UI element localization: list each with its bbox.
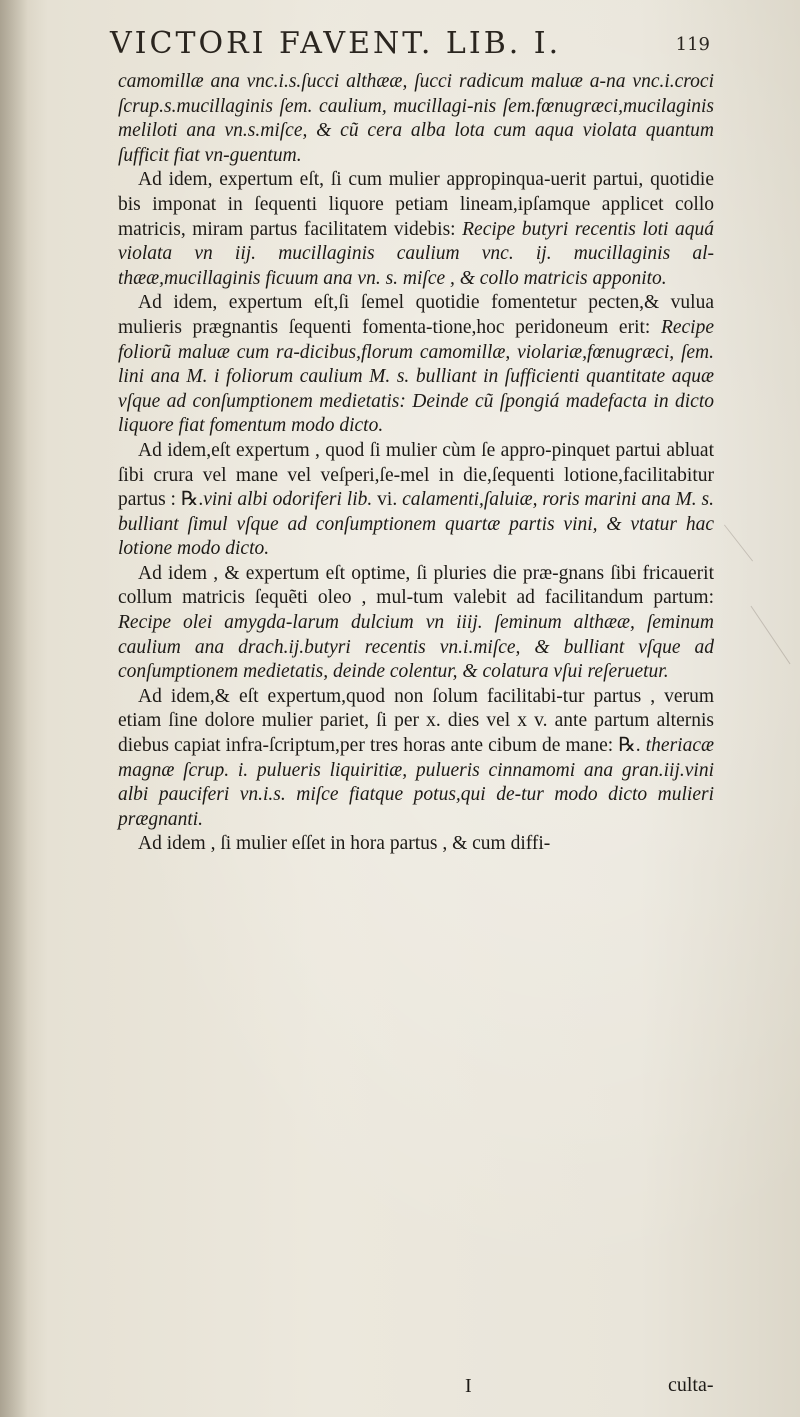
page-number: 119 xyxy=(675,34,710,55)
paragraph xyxy=(118,70,714,168)
signature-mark: I xyxy=(465,1375,472,1397)
paragraph xyxy=(118,168,714,291)
catchword: culta- xyxy=(668,1374,714,1396)
roman-run: Ad idem,& eſt expertum,quod non ſolum facilitabi-tur partus , verum etiam ſine dolore mulier pariet, ſi per x. dies vel x v. ante partum alternis diebus capiat infra-ſcriptum,per tres horas ante cibum de mane: ℞. xyxy=(118,685,714,757)
paragraph xyxy=(118,291,714,439)
roman-run: vi. xyxy=(377,489,403,511)
italic-run: theriacæ magnæ ſcrup. i. pulueris liquiritiæ, pulueris cinnamomi ana gran.iij.vini albi pauciferi vn.i.s. miſce fiatque potus,qui de-tur modo dicto mulieri prægnanti. xyxy=(118,735,714,830)
margin-pen-stroke xyxy=(724,525,753,562)
roman-run: Ad idem , ſi mulier eſſet in hora partus , & cum diffi- xyxy=(138,833,551,855)
italic-run: Recipe olei amygda-larum dulcium vn iiij. ſeminum althææ, ſeminum caulium ana drach.ij.butyri recentis vn.i.miſce, & bulliant vſque ad conſumptionem medietatis, deinde colentur, & colatura vſui reſeruetur. xyxy=(118,612,714,683)
page-header xyxy=(110,26,710,66)
roman-run: Ad idem, expertum eſt, ſi cum mulier appropinqua-uerit partui, quotidie bis imponat in ſequenti liquore petiam lineam,ipſamque applicet collo matricis, miram partus facilitatem videbis: xyxy=(118,169,714,240)
paragraph xyxy=(118,685,714,833)
paragraph xyxy=(118,439,714,562)
italic-run: calamenti,ſaluiæ, roris marini ana M. s. bulliant ſimul vſque ad conſumptionem quartæ partis vini, & vtatur hac lotione modo dicto. xyxy=(118,489,714,560)
italic-run: vini albi odoriferi lib. xyxy=(203,489,378,511)
paragraph xyxy=(118,832,714,857)
body-text xyxy=(118,70,714,857)
running-title: VICTORI FAVENT. LIB. I. xyxy=(110,26,562,61)
roman-run: Ad idem,eſt expertum , quod ſi mulier cùm ſe appro-pinquet partui abluat ſibi crura vel mane vel veſperi,ſe-mel in die,ſequenti lotione,facilitabitur partus : ℞. xyxy=(118,439,714,511)
margin-pen-stroke xyxy=(751,606,791,665)
roman-run: Ad idem, expertum eſt,ſi ſemel quotidie fomentetur pecten,& vulua mulieris prægnantis ſequenti fomenta-tione,hoc peridoneum erit: xyxy=(118,292,714,338)
roman-run: Ad idem , & expertum eſt optime, ſi pluries die præ-gnans ſibi fricauerit collum matricis ſequẽti oleo , mul-tum valebit ad facilitandum partum: xyxy=(118,562,714,609)
italic-run: camomillæ ana vnc.i.s.ſucci althææ, ſucci radicum maluæ a-na vnc.i.croci ſcrup.s.mucillaginis ſem. caulium, mucillagi-nis ſem.fœnugræci,mucilaginis meliloti ana vn.s.miſce, & cũ cera alba lota cum aqua violata quantum ſufficit fiat vn-guentum. xyxy=(118,71,714,166)
italic-run: Recipe butyri recentis loti aquá violata vn iij. mucillaginis caulium vnc. ij. mucillaginis al-thææ,mucillaginis ficuum ana vn. s. miſce , & collo matricis apponito. xyxy=(118,218,714,289)
paragraph xyxy=(118,562,714,685)
page-gutter-shadow xyxy=(0,0,28,1417)
italic-run: Recipe foliorũ maluæ cum ra-dicibus,florum camomillæ, violariæ,fœnugræci, ſem. lini ana M. i foliorum caulium M. s. bulliant in ſufficienti quantitate aquæ vſque ad conſumptionem medietatis: Deinde cũ ſpongiá madefacta in dicto liquore fiat fomentum modo dicto. xyxy=(118,316,714,437)
